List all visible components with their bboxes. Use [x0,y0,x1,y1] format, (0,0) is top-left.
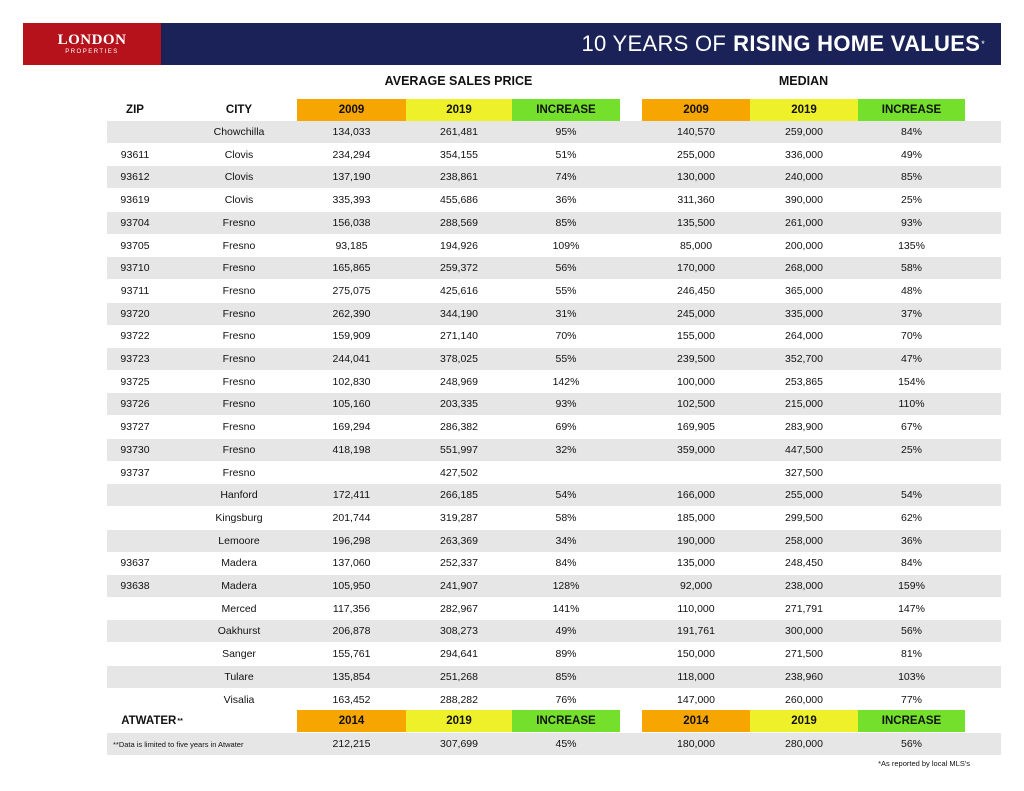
zip-cell: 93710 [120,262,150,275]
median-2009-cell: 130,000 [677,171,715,184]
city-cell: Chowchilla [213,126,265,138]
avg-2009-cell: 275,075 [332,284,371,297]
avg-2019-cell: 288,569 [440,216,478,229]
title-bold: RISING HOME VALUES [733,31,981,56]
median-2009-cell: 170,000 [677,262,715,275]
table-row [0,166,1024,188]
avg-increase-cell: 55% [555,284,577,297]
median-increase-cell: 103% [898,670,925,683]
avg-increase-cell: 142% [552,375,580,388]
median-2009-cell: 150,000 [677,648,715,661]
median-2009-cell: 100,000 [677,375,715,388]
median-2009-cell: 135,500 [677,216,715,229]
avg-2009-cell: 172,411 [332,489,371,502]
table-row [0,462,1024,484]
atwater-avg-2014-header: 2014 [297,710,406,732]
avg-increase-cell: 70% [555,330,577,343]
avg-increase-cell: 49% [555,625,577,638]
table-row [0,530,1024,552]
avg-2009-cell: 102,830 [332,375,371,388]
atwater-label-text: ATWATER [121,715,177,727]
avg-2019-cell: 308,273 [440,625,478,638]
avg-2009-header: 2009 [297,99,406,121]
table-row [0,121,1024,143]
atwater-median-2019-header: 2019 [750,710,858,732]
median-2009-cell [642,462,750,484]
median-2019-cell: 253,865 [785,375,823,388]
zip-cell: 93727 [120,421,150,434]
median-2019-cell: 300,000 [785,625,823,638]
avg-2019-cell: 271,140 [440,330,478,343]
avg-2019-cell: 378,025 [440,353,478,365]
avg-2019-cell: 261,481 [440,126,478,138]
avg-increase-cell: 34% [555,534,577,547]
median-2019-cell: 259,000 [785,126,823,138]
table-row [0,666,1024,688]
atwater-footnote: **Data is limited to five years in Atwater [113,739,244,749]
avg-increase-cell: 56% [555,262,577,275]
median-increase-cell: 84% [900,126,922,138]
atwater-avg-increase: 45% [555,738,577,750]
atwater-median-increase-header: INCREASE [858,710,965,732]
median-increase-cell: 135% [898,239,925,252]
table-row [0,552,1024,574]
avg-2009-cell: 93,185 [335,239,368,252]
avg-2019-cell: 319,287 [440,511,478,524]
median-2009-cell: 92,000 [679,580,713,592]
median-increase-cell: 49% [900,148,922,161]
median-increase-cell: 154% [898,375,925,388]
city-cell: Fresno [222,466,256,479]
avg-increase-header: INCREASE [512,99,620,121]
logo-sub-text: PROPERTIES [65,48,119,55]
table-row [0,643,1024,665]
avg-2019-cell: 263,369 [440,534,478,547]
avg-2019-cell: 551,997 [440,443,478,456]
city-column-header: CITY [225,104,253,116]
median-2019-cell: 258,000 [785,534,823,547]
avg-2009-cell: 137,190 [332,171,371,184]
avg-increase-cell: 58% [555,511,577,524]
city-cell: Fresno [222,353,256,365]
avg-2019-cell: 203,335 [440,398,478,411]
avg-2009-cell: 201,744 [332,511,371,524]
avg-2019-cell: 427,502 [440,466,478,479]
median-2019-cell: 327,500 [785,466,823,479]
median-increase-cell: 84% [900,557,922,570]
zip-cell [107,121,163,143]
median-2009-cell: 169,905 [677,421,715,434]
atwater-data-row [0,733,1024,755]
avg-2009-cell: 135,854 [332,670,371,683]
median-2019-cell: 336,000 [785,148,823,161]
zip-cell [107,643,163,665]
avg-increase-cell: 89% [555,648,577,661]
avg-increase-cell: 93% [555,398,577,411]
city-cell: Sanger [222,648,256,661]
city-cell: Fresno [222,443,256,456]
avg-2019-cell: 344,190 [440,307,478,320]
median-increase-cell: 58% [900,262,922,275]
median-2009-cell: 185,000 [677,511,715,524]
avg-increase-cell: 128% [552,580,580,592]
zip-cell: 93611 [120,148,150,161]
median-2019-cell: 238,000 [785,580,823,592]
median-2019-header: 2019 [750,99,858,121]
city-cell: Tulare [224,670,254,683]
avg-2019-cell: 238,861 [440,171,478,184]
median-increase-cell: 147% [898,602,925,615]
avg-increase-cell: 55% [555,353,577,365]
table-row [0,484,1024,506]
city-cell: Clovis [224,148,254,161]
zip-cell [107,620,163,642]
zip-cell: 93619 [120,194,150,207]
median-2009-cell: 135,000 [677,557,715,570]
median-2009-cell: 118,000 [677,670,715,683]
avg-2019-cell: 294,641 [440,648,478,661]
atwater-avg-2019-header: 2019 [406,710,512,732]
avg-increase-cell [512,462,620,484]
avg-2009-cell: 134,033 [332,126,371,138]
avg-increase-cell: 109% [552,239,580,252]
city-cell: Clovis [224,194,254,207]
median-2019-cell: 352,700 [785,353,823,365]
source-footnote: *As reported by local MLS's [878,758,970,768]
title-asterisk: * [981,39,985,49]
avg-2009-cell: 169,294 [332,421,371,434]
avg-2009-cell: 262,390 [332,307,371,320]
avg-2019-cell: 425,616 [440,284,478,297]
atwater-median-2014-header: 2014 [642,710,750,732]
zip-column-header: ZIP [126,104,144,116]
median-2009-cell: 359,000 [677,443,715,456]
avg-2009-cell: 206,878 [332,625,371,638]
median-increase-cell: 81% [900,648,922,661]
median-increase-cell: 85% [900,171,922,184]
zip-cell: 93723 [120,353,150,365]
median-2019-cell: 255,000 [785,489,823,502]
avg-2009-cell: 165,865 [332,262,371,275]
avg-increase-cell: 141% [552,602,580,615]
average-sales-heading: AVERAGE SALES PRICE [384,74,533,88]
table-row [0,598,1024,620]
atwater-label-mark: ** [177,717,183,725]
page-title [581,23,985,65]
table-row [0,575,1024,597]
avg-2009-cell: 117,356 [332,602,371,615]
logo-main-text: LONDON [57,31,127,48]
city-cell: Visalia [223,693,255,706]
brand-logo [23,23,161,65]
median-2019-cell: 215,000 [785,398,823,411]
avg-2019-cell: 194,926 [440,239,478,252]
median-2009-cell: 110,000 [677,602,715,615]
median-2019-cell: 248,450 [785,557,823,570]
table-row [0,303,1024,325]
city-cell: Fresno [222,330,256,343]
table-row [0,371,1024,393]
avg-increase-cell: 51% [555,148,577,161]
city-cell: Madera [221,557,257,570]
zip-cell: 93730 [120,443,150,456]
median-increase-cell: 37% [900,307,922,320]
table-row [0,689,1024,711]
avg-2009-cell: 234,294 [332,148,371,161]
header-banner [23,23,1001,65]
avg-increase-cell: 32% [555,443,577,456]
table-row [0,212,1024,234]
median-increase-cell: 62% [900,511,922,524]
median-2009-cell: 166,000 [677,489,715,502]
median-2009-cell: 85,000 [679,239,713,252]
table-row [0,280,1024,302]
zip-cell [107,598,163,620]
title-light: 10 YEARS OF [581,31,727,56]
table-row [0,189,1024,211]
median-2009-cell: 255,000 [677,148,715,161]
median-2009-header: 2009 [642,99,750,121]
city-cell: Kingsburg [215,511,263,524]
atwater-label [107,710,197,732]
median-2019-cell: 261,000 [785,216,823,229]
median-increase-cell: 70% [900,330,922,343]
median-increase-cell: 25% [900,443,922,456]
avg-2009-cell: 335,393 [332,194,371,207]
median-increase-header: INCREASE [858,99,965,121]
zip-cell [107,666,163,688]
median-2019-cell: 271,791 [785,602,823,615]
zip-cell: 93725 [120,375,150,388]
atwater-median-2019: 280,000 [785,738,823,750]
table-row [0,393,1024,415]
median-increase-cell: 36% [900,534,922,547]
avg-2019-cell: 354,155 [440,148,478,161]
avg-2009-cell: 163,452 [332,693,371,706]
median-2019-cell: 238,960 [785,670,823,683]
median-2019-cell: 390,000 [785,194,823,207]
median-heading: MEDIAN [778,74,829,88]
zip-cell: 93722 [120,330,150,343]
city-cell: Clovis [224,171,254,184]
avg-2019-cell: 282,967 [440,602,478,615]
avg-increase-cell: 84% [555,557,577,570]
median-2019-cell: 271,500 [785,648,823,661]
table-row [0,439,1024,461]
median-2009-cell: 239,500 [677,353,715,365]
zip-cell: 93737 [120,466,150,479]
avg-increase-cell: 31% [555,307,577,320]
zip-cell: 93704 [120,216,150,229]
atwater-median-increase: 56% [900,738,922,750]
avg-increase-cell: 95% [555,126,577,138]
median-2019-cell: 365,000 [785,284,823,297]
table-row [0,348,1024,370]
median-2009-cell: 147,000 [677,693,715,706]
median-increase-cell: 93% [900,216,922,229]
avg-2009-cell: 105,950 [332,580,371,592]
city-cell: Fresno [222,284,256,297]
table-row [0,325,1024,347]
city-cell: Lemoore [218,534,260,547]
zip-cell: 93720 [120,307,150,320]
median-2019-cell: 264,000 [785,330,823,343]
median-2009-cell: 155,000 [677,330,715,343]
median-increase-cell: 47% [900,353,922,365]
atwater-header-row [0,710,1024,732]
table-row [0,257,1024,279]
median-2019-cell: 299,500 [785,511,823,524]
zip-cell: 93637 [120,557,150,570]
avg-2009-cell [297,462,406,484]
table-row [0,144,1024,166]
atwater-median-2014: 180,000 [677,738,715,750]
avg-2019-cell: 455,686 [440,194,478,207]
zip-cell: 93612 [120,171,150,184]
median-increase-cell: 48% [900,284,922,297]
avg-increase-cell: 85% [555,216,577,229]
column-header-row [0,99,1024,121]
median-increase-cell [858,462,965,484]
median-2009-cell: 311,360 [677,194,715,207]
atwater-avg-increase-header: INCREASE [512,710,620,732]
city-cell: Hanford [220,489,258,502]
avg-2019-header: 2019 [406,99,512,121]
avg-2019-cell: 252,337 [440,557,478,570]
median-2009-cell: 245,000 [677,307,715,320]
median-2009-cell: 246,450 [677,284,715,297]
zip-cell [107,484,163,506]
zip-cell [107,530,163,552]
median-increase-cell: 25% [900,194,922,207]
median-increase-cell: 77% [900,693,922,706]
avg-2009-cell: 159,909 [332,330,371,343]
median-2019-cell: 260,000 [785,693,823,706]
city-cell: Fresno [222,421,256,434]
zip-cell: 93711 [120,284,150,297]
zip-cell: 93638 [120,580,150,592]
median-2019-cell: 283,900 [785,421,823,434]
city-cell: Fresno [222,375,256,388]
avg-increase-cell: 76% [555,693,577,706]
avg-increase-cell: 85% [555,670,577,683]
city-cell: Fresno [222,307,256,320]
median-2019-cell: 447,500 [785,443,823,456]
avg-2009-cell: 155,761 [332,648,371,661]
median-increase-cell: 110% [898,398,925,411]
median-increase-cell: 159% [898,580,925,592]
median-2009-cell: 190,000 [677,534,715,547]
avg-2019-cell: 251,268 [440,670,478,683]
median-2009-cell: 191,761 [677,625,715,638]
median-2019-cell: 335,000 [785,307,823,320]
city-cell: Madera [221,580,257,592]
avg-2019-cell: 288,282 [440,693,478,706]
city-cell: Fresno [222,262,256,275]
avg-2009-cell: 418,198 [332,443,371,456]
avg-2019-cell: 266,185 [440,489,478,502]
table-row [0,620,1024,642]
zip-cell [107,689,163,711]
city-cell: Fresno [222,216,256,229]
median-2019-cell: 200,000 [785,239,823,252]
median-increase-cell: 56% [900,625,922,638]
median-2019-cell: 240,000 [785,171,823,184]
median-2019-cell: 268,000 [785,262,823,275]
avg-2019-cell: 241,907 [440,580,478,592]
city-cell: Oakhurst [217,625,261,638]
avg-2009-cell: 244,041 [332,353,371,365]
table-row [0,416,1024,438]
avg-2009-cell: 137,060 [332,557,371,570]
avg-2019-cell: 286,382 [440,421,478,434]
avg-increase-cell: 74% [555,171,577,184]
avg-2009-cell: 196,298 [332,534,371,547]
median-2009-cell: 140,570 [677,126,715,138]
city-cell: Merced [221,602,257,615]
city-cell: Fresno [222,239,256,252]
median-2009-cell: 102,500 [677,398,715,411]
avg-2009-cell: 105,160 [332,398,371,411]
zip-cell: 93705 [120,239,150,252]
atwater-avg-2019: 307,699 [440,738,478,750]
city-cell: Fresno [222,398,256,411]
avg-increase-cell: 54% [555,489,577,502]
avg-2019-cell: 248,969 [440,375,478,388]
avg-increase-cell: 69% [555,421,577,434]
avg-2009-cell: 156,038 [332,216,371,229]
avg-2019-cell: 259,372 [440,262,478,275]
zip-cell: 93726 [120,398,150,411]
table-row [0,507,1024,529]
median-increase-cell: 67% [900,421,922,434]
atwater-avg-2014: 212,215 [332,738,371,750]
zip-cell [107,507,163,529]
median-increase-cell: 54% [900,489,922,502]
avg-increase-cell: 36% [555,194,577,207]
table-row [0,235,1024,257]
